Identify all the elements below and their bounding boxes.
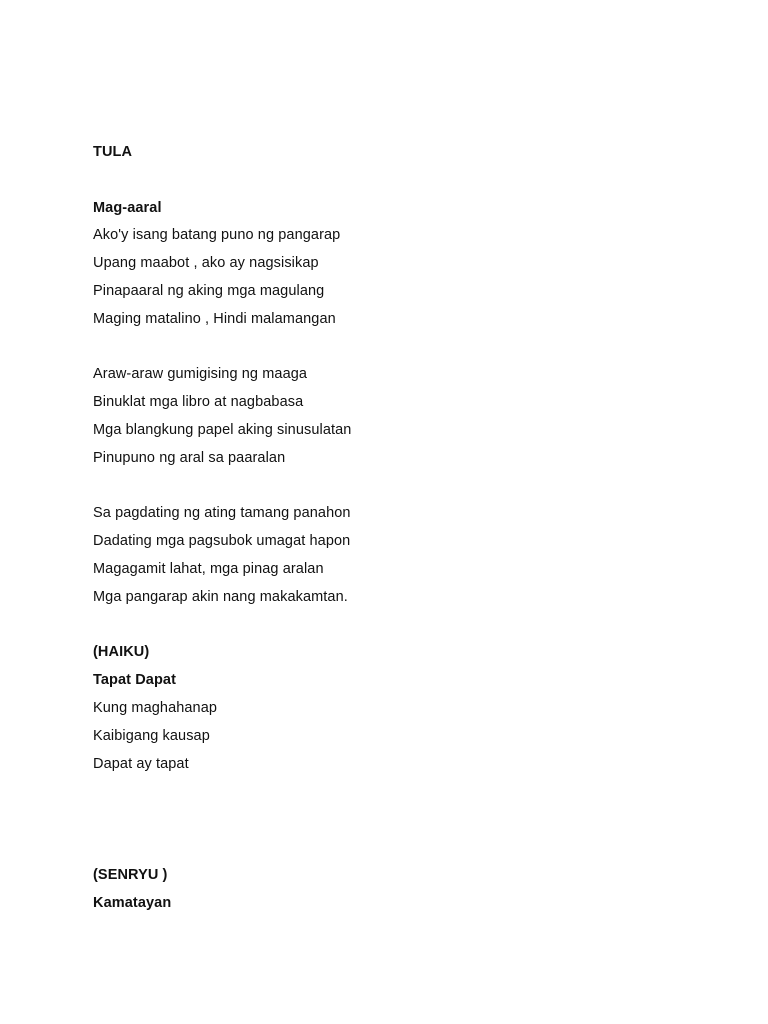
poem-line: Sa pagdating ng ating tamang panahon [93,505,351,522]
haiku-label: (HAIKU) [93,644,150,661]
haiku-line: Kaibigang kausap [93,727,210,744]
senryu-title: Kamatayan [93,894,172,911]
document-page [93,139,713,917]
poem-line: Maging matalino , Hindi malamangan [93,310,336,327]
spacer [93,473,713,501]
poem-line: Araw-araw gumigising ng maaga [93,366,308,383]
poem-line: Magagamit lahat, mga pinag aralan [93,560,324,577]
spacer [93,334,713,362]
poem-line: Pinapaaral ng aking mga magulang [93,282,325,299]
poem-line: Upang maabot , ako ay nagsisikap [93,255,319,272]
haiku-title: Tapat Dapat [93,672,177,689]
haiku-line: Kung maghahanap [93,699,218,716]
poem-title: Mag-aaral [93,199,162,216]
document-heading: TULA [93,144,133,160]
spacer [93,612,713,640]
poem-line: Ako'y isang batang puno ng pangarap [93,227,341,244]
poem-line: Dadating mga pagsubok umagat hapon [93,533,351,550]
poem-line: Binuklat mga libro at nagbabasa [93,394,304,411]
spacer [93,778,713,861]
spacer [93,167,713,195]
haiku-line: Dapat ay tapat [93,755,189,772]
poem-line: Mga pangarap akin nang makakamtan. [93,588,348,605]
poem-line: Mga blangkung papel aking sinusulatan [93,421,352,438]
poem-line: Pinupuno ng aral sa paaralan [93,449,286,466]
senryu-label: (SENRYU ) [93,866,168,883]
